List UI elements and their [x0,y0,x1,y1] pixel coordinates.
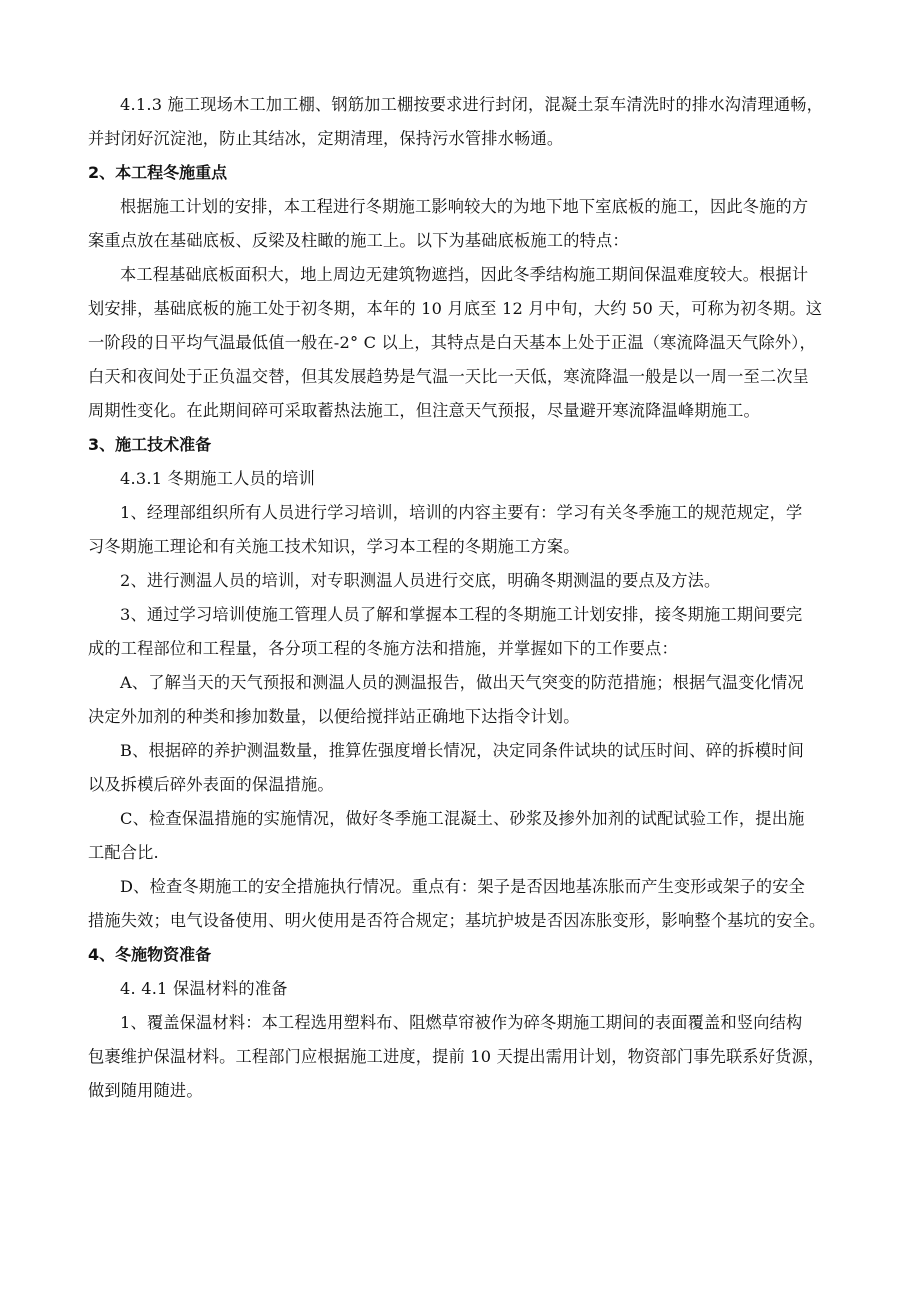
text-line: 习冬期施工理论和有关施工技术知识，学习本工程的冬期施工方案。 [88,537,580,556]
paragraph-item-2 [88,564,830,598]
text-line: 白天和夜间处于正负温交替，但其发展趋势是气温一天比一天低，寒流降温一般是以一周一至二次呈 [88,367,810,386]
subheading-4-3-1 [88,462,830,496]
text-line: 措施失效；电气设备使用、明火使用是否符合规定；基坑护坡是否因冻胀变形，影响整个基坑的安全。 [88,911,826,930]
text-line: 3、通过学习培训使施工管理人员了解和掌握本工程的冬期施工计划安排，接冬期施工期间要完 [120,605,803,624]
section-heading-3 [88,428,830,462]
text-line: 2、进行测温人员的培训，对专职测温人员进行交底，明确冬期测温的要点及方法。 [120,571,721,590]
paragraph-base-plate-features [88,258,830,428]
heading-text: 4、冬施物资准备 [88,945,212,964]
text-line: 4.1.3 施工现场木工加工棚、钢筋加工棚按要求进行封闭，混凝土泵车清洗时的排水沟清理通畅， [120,95,824,114]
text-line: 成的工程部位和工程量，各分项工程的冬施方法和措施，并掌握如下的工作要点： [88,639,678,658]
paragraph-covering-materials [88,1006,830,1108]
text-line: C、检查保温措施的实施情况，做好冬季施工混凝土、砂浆及掺外加剂的试配试验工作，提出施 [120,809,805,828]
paragraph-item-1 [88,496,830,564]
text-line: 周期性变化。在此期间碎可采取蓄热法施工，但注意天气预报，尽量避开寒流降温峰期施工。 [88,401,760,420]
text-line: B、根据碎的养护测温数量，推算佐强度增长情况，决定同条件试块的试压时间、碎的拆模时间 [120,741,804,760]
text-line: 案重点放在基础底板、反梁及柱瞰的施工上。以下为基础底板施工的特点： [88,231,629,250]
text-line: 本工程基础底板面积大，地上周边无建筑物遮挡，因此冬季结构施工期间保温难度较大。根据计 [120,265,809,284]
text-line: 1、经理部组织所有人员进行学习培训，培训的内容主要有：学习有关冬季施工的规范规定，学 [120,503,803,522]
heading-text: 3、施工技术准备 [88,435,212,454]
text-line: 根据施工计划的安排，本工程进行冬期施工影响较大的为地下地下室底板的施工，因此冬施的方 [120,197,809,216]
paragraph-item-b [88,734,830,802]
text-line: 包裹维护保温材料。工程部门应根据施工进度，提前 10 天提出需用计划，物资部门事先联系好货源， [88,1047,825,1066]
text-line: 并封闭好沉淀池，防止其结冰，定期清理，保持污水管排水畅通。 [88,129,564,148]
text-line: 4. 4.1 保温材料的准备 [120,979,288,998]
paragraph-item-c [88,802,830,870]
text-line: 工配合比. [88,843,159,862]
section-heading-2 [88,156,830,190]
text-line: 一阶段的日平均气温最低值一般在-2° C 以上，其特点是白天基本上处于正温（寒流降温天气除外）， [88,333,816,352]
text-line: 1、覆盖保温材料：本工程选用塑料布、阻燃草帘被作为碎冬期施工期间的表面覆盖和竖向结构 [120,1013,803,1032]
text-line: 4.3.1 冬期施工人员的培训 [120,469,316,488]
text-line: A、了解当天的天气预报和测温人员的测温报告，做出天气突变的防范措施；根据气温变化情况 [120,673,804,692]
document-page [88,88,830,1108]
paragraph-item-d [88,870,830,938]
paragraph-4-1-3 [88,88,830,156]
text-line: 划安排，基础底板的施工处于初冬期，本年的 10 月底至 12 月中旬，大约 50 天，可称为初冬期。这 [88,299,823,318]
subheading-4-4-1 [88,972,830,1006]
paragraph-item-3 [88,598,830,666]
text-line: D、检查冬期施工的安全措施执行情况。重点有：架子是否因地基冻胀而产生变形或架子的安全 [120,877,806,896]
text-line: 决定外加剂的种类和掺加数量，以便给搅拌站正确地下达指令计划。 [88,707,580,726]
section-heading-4 [88,938,830,972]
text-line: 以及拆模后碎外表面的保温措施。 [88,775,334,794]
heading-text: 2、本工程冬施重点 [88,163,228,182]
text-line: 做到随用随进。 [88,1081,203,1100]
paragraph-item-a [88,666,830,734]
paragraph-plan-intro [88,190,830,258]
